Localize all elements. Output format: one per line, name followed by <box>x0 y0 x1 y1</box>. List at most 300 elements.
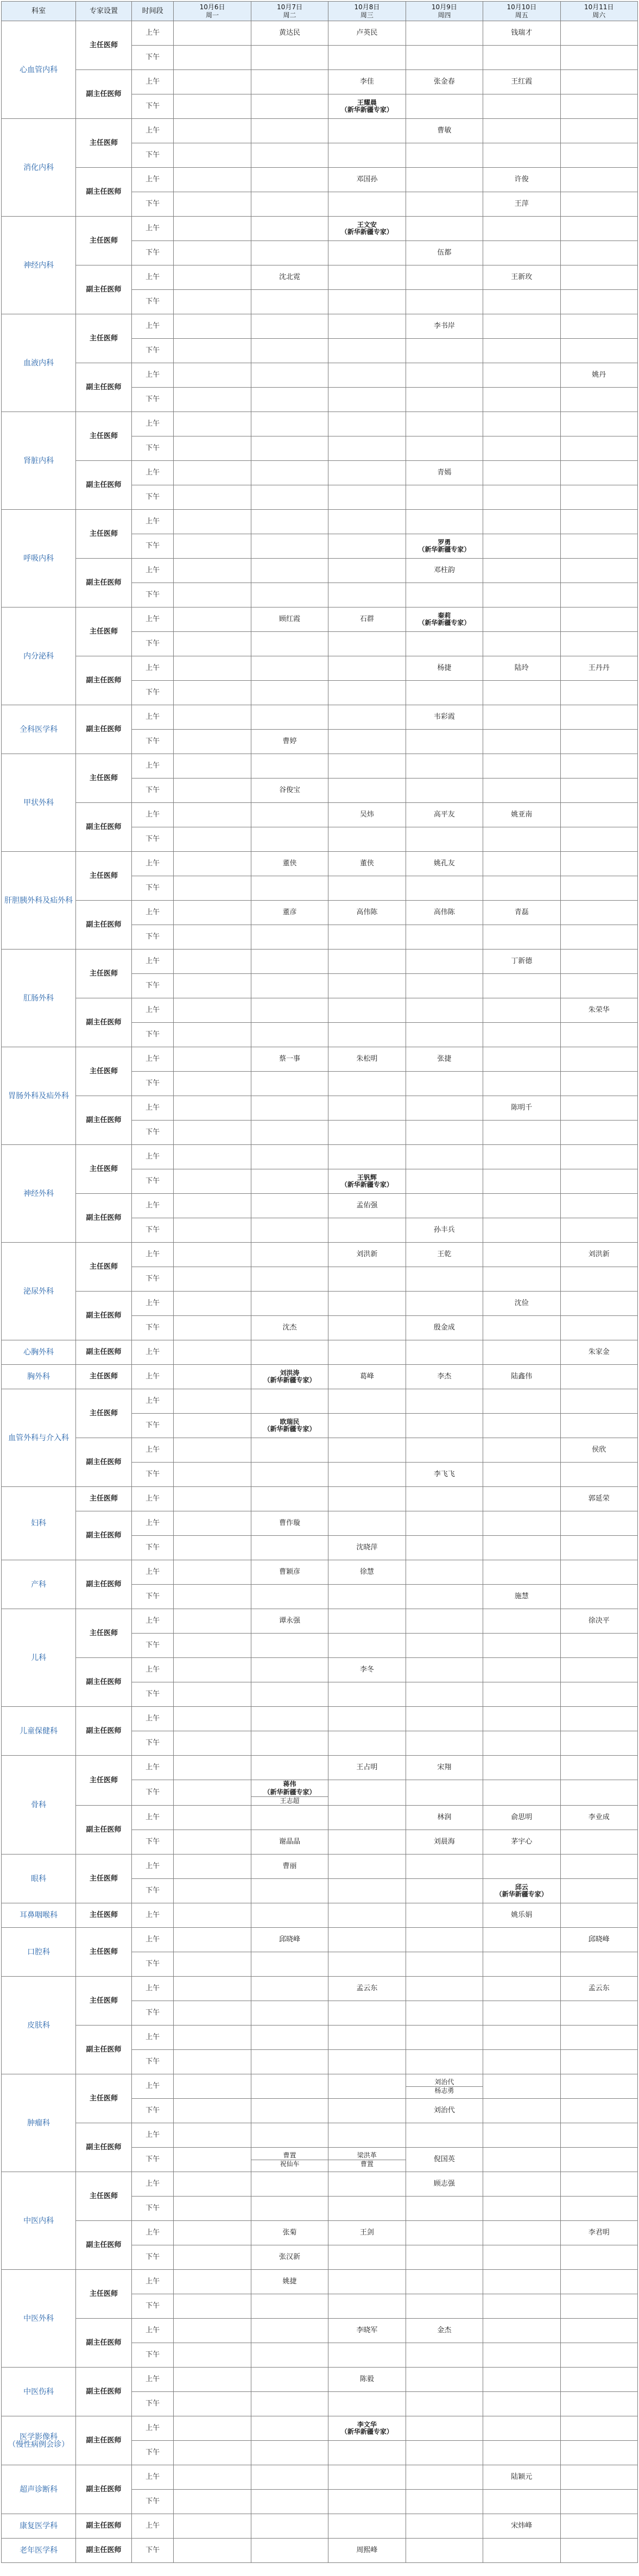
special-tag: （新华新疆专家） <box>418 619 471 626</box>
time-period: 上午 <box>131 656 174 681</box>
schedule-cell <box>483 1463 560 1487</box>
doctor-title: 主任医师 <box>76 217 132 265</box>
schedule-cell <box>406 2465 483 2490</box>
schedule-cell: 刘洪新 <box>328 1243 406 1267</box>
schedule-cell <box>560 192 637 217</box>
schedule-cell <box>560 2148 637 2172</box>
schedule-row <box>2 656 638 681</box>
schedule-cell <box>328 46 406 70</box>
schedule-cell <box>560 1536 637 1560</box>
schedule-cell <box>251 1267 328 1292</box>
schedule-cell: 高伟陈 <box>406 901 483 925</box>
schedule-cell <box>174 2392 251 2416</box>
time-period: 上午 <box>131 1340 174 1365</box>
schedule-cell <box>328 1634 406 1658</box>
schedule-cell: 卢英民 <box>328 21 406 46</box>
schedule-cell <box>328 1414 406 1438</box>
department-name: 眼科 <box>2 1855 76 1903</box>
schedule-cell <box>174 265 251 290</box>
schedule-cell <box>174 852 251 876</box>
schedule-cell <box>174 363 251 388</box>
schedule-cell <box>174 656 251 681</box>
schedule-cell: 侯欣 <box>560 1438 637 1463</box>
schedule-cell <box>483 2392 560 2416</box>
schedule-cell <box>560 143 637 168</box>
schedule-cell <box>328 1609 406 1634</box>
schedule-cell <box>406 1340 483 1365</box>
schedule-row <box>2 2123 638 2148</box>
time-period: 下午 <box>131 1121 174 1145</box>
time-period: 下午 <box>131 2490 174 2514</box>
time-period: 上午 <box>131 2172 174 2197</box>
schedule-cell <box>406 632 483 656</box>
doctor-name: 杨志勇 <box>434 2086 454 2094</box>
schedule-cell <box>174 2270 251 2294</box>
schedule-cell <box>251 632 328 656</box>
schedule-cell <box>174 2441 251 2465</box>
schedule-cell <box>406 950 483 974</box>
schedule-cell: 蔡一事 <box>251 1047 328 1072</box>
department-name: 中医外科 <box>2 2270 76 2368</box>
schedule-cell <box>328 2099 406 2123</box>
schedule-cell <box>174 436 251 461</box>
schedule-cell <box>483 559 560 583</box>
department-name: 产科 <box>2 1560 76 1609</box>
time-period: 上午 <box>131 265 174 290</box>
schedule-cell <box>560 1072 637 1096</box>
schedule-cell <box>328 925 406 950</box>
doctor-name: 王志超 <box>280 1797 300 1805</box>
schedule-cell: 孙丰兵 <box>406 1218 483 1243</box>
schedule-cell <box>174 2172 251 2197</box>
schedule-cell <box>483 339 560 363</box>
time-period: 下午 <box>131 1023 174 1047</box>
schedule-cell <box>328 1072 406 1096</box>
schedule-cell <box>251 1365 328 1389</box>
schedule-cell <box>406 779 483 803</box>
doctor-title: 主任医师 <box>76 1903 132 1928</box>
schedule-cell <box>483 2099 560 2123</box>
schedule-cell <box>174 779 251 803</box>
schedule-cell: 周熙峰 <box>328 2539 406 2563</box>
schedule-cell <box>328 436 406 461</box>
schedule-cell <box>251 168 328 192</box>
schedule-cell: 孟云东 <box>560 1977 637 2001</box>
doctor-title: 副主任医师 <box>76 1707 132 1756</box>
schedule-cell <box>483 1855 560 1879</box>
time-period: 上午 <box>131 2123 174 2148</box>
schedule-cell <box>560 461 637 485</box>
schedule-cell <box>560 1682 637 1707</box>
schedule-cell <box>406 1952 483 1977</box>
schedule-cell <box>406 2221 483 2245</box>
schedule-cell <box>483 1977 560 2001</box>
time-period: 下午 <box>131 436 174 461</box>
schedule-cell <box>483 1194 560 1218</box>
schedule-cell: 王红霞 <box>483 70 560 94</box>
schedule-cell: 谢晶晶 <box>251 1830 328 1855</box>
time-period: 下午 <box>131 974 174 998</box>
schedule-cell: 青嫣 <box>406 461 483 485</box>
schedule-cell <box>406 2245 483 2270</box>
schedule-cell <box>483 534 560 559</box>
schedule-cell <box>328 2245 406 2270</box>
schedule-cell <box>251 1438 328 1463</box>
schedule-cell <box>174 2074 251 2099</box>
time-period: 下午 <box>131 1072 174 1096</box>
time-period: 下午 <box>131 290 174 314</box>
schedule-cell <box>251 2319 328 2343</box>
schedule-cell <box>406 1511 483 1536</box>
schedule-cell <box>483 852 560 876</box>
time-period: 下午 <box>131 2294 174 2319</box>
schedule-cell <box>174 1487 251 1511</box>
time-period: 下午 <box>131 632 174 656</box>
schedule-cell <box>560 607 637 632</box>
schedule-cell <box>174 1536 251 1560</box>
schedule-cell <box>406 1780 483 1806</box>
schedule-cell <box>251 2001 328 2026</box>
schedule-cell <box>483 1218 560 1243</box>
schedule-cell <box>174 2221 251 2245</box>
schedule-cell <box>406 730 483 754</box>
schedule-cell <box>174 1780 251 1806</box>
doctor-name: 王钒辉 <box>357 1174 377 1181</box>
time-period: 下午 <box>131 925 174 950</box>
doctor-title: 副主任医师 <box>76 2319 132 2368</box>
schedule-cell <box>406 1977 483 2001</box>
schedule-cell <box>174 1292 251 1316</box>
schedule-row <box>2 2172 638 2197</box>
schedule-cell <box>406 21 483 46</box>
schedule-cell <box>251 192 328 217</box>
schedule-cell <box>406 485 483 510</box>
schedule-row <box>2 119 638 143</box>
schedule-cell <box>174 2026 251 2050</box>
schedule-cell <box>328 2001 406 2026</box>
schedule-cell <box>251 1145 328 1169</box>
schedule-cell <box>174 1977 251 2001</box>
header-day: 10月11日 周六 <box>560 2 637 21</box>
schedule-cell <box>483 1438 560 1463</box>
doctor-title: 副主任医师 <box>76 461 132 510</box>
schedule-cell <box>483 2319 560 2343</box>
time-period: 上午 <box>131 70 174 94</box>
schedule-cell <box>560 1267 637 1292</box>
schedule-cell <box>483 1634 560 1658</box>
schedule-cell <box>560 1194 637 1218</box>
schedule-cell <box>560 2074 637 2099</box>
department-name: 儿科 <box>2 1609 76 1707</box>
schedule-row <box>2 412 638 436</box>
schedule-cell <box>560 1855 637 1879</box>
schedule-cell <box>328 2197 406 2221</box>
time-period: 上午 <box>131 1096 174 1121</box>
schedule-cell <box>328 1682 406 1707</box>
schedule-row <box>2 21 638 46</box>
schedule-cell <box>174 1194 251 1218</box>
time-period: 上午 <box>131 705 174 730</box>
schedule-cell <box>483 1560 560 1585</box>
schedule-cell <box>406 1121 483 1145</box>
schedule-cell <box>251 2026 328 2050</box>
time-period: 上午 <box>131 2368 174 2392</box>
schedule-cell <box>328 2050 406 2074</box>
schedule-cell <box>174 1316 251 1340</box>
schedule-cell <box>560 2319 637 2343</box>
time-period: 上午 <box>131 1658 174 1682</box>
schedule-cell <box>560 2294 637 2319</box>
schedule-cell <box>251 94 328 119</box>
schedule-cell <box>251 2099 328 2123</box>
schedule-cell <box>174 1145 251 1169</box>
schedule-cell <box>483 1879 560 1903</box>
doctor-title: 主任医师 <box>76 1047 132 1096</box>
schedule-cell <box>406 1536 483 1560</box>
schedule-cell <box>328 94 406 119</box>
schedule-row <box>2 803 638 827</box>
schedule-cell <box>483 925 560 950</box>
doctor-title: 主任医师 <box>76 412 132 461</box>
schedule-row <box>2 314 638 339</box>
doctor-title: 副主任医师 <box>76 559 132 607</box>
department-name: 全科医学科 <box>2 705 76 754</box>
time-period: 上午 <box>131 1047 174 1072</box>
schedule-cell: 张菊 <box>251 2221 328 2245</box>
schedule-cell <box>328 1121 406 1145</box>
schedule-cell <box>560 1511 637 1536</box>
schedule-cell <box>328 583 406 607</box>
time-period: 下午 <box>131 143 174 168</box>
time-period: 上午 <box>131 607 174 632</box>
special-tag: （新华新疆专家） <box>340 1181 393 1188</box>
schedule-cell <box>560 559 637 583</box>
schedule-cell <box>251 1243 328 1267</box>
schedule-cell <box>560 2392 637 2416</box>
schedule-cell <box>483 1511 560 1536</box>
schedule-row <box>2 265 638 290</box>
schedule-cell <box>251 1389 328 1414</box>
schedule-cell <box>406 1682 483 1707</box>
schedule-cell <box>251 2416 328 2441</box>
time-period: 上午 <box>131 1389 174 1414</box>
schedule-cell <box>251 119 328 143</box>
schedule-cell <box>406 1096 483 1121</box>
schedule-cell <box>251 339 328 363</box>
schedule-cell <box>483 2172 560 2197</box>
schedule-cell <box>251 2148 328 2172</box>
schedule-cell <box>483 143 560 168</box>
schedule-cell <box>483 1121 560 1145</box>
time-period: 下午 <box>131 2148 174 2172</box>
schedule-cell <box>251 2465 328 2490</box>
schedule-cell <box>174 290 251 314</box>
doctor-title: 副主任医师 <box>76 656 132 705</box>
schedule-cell <box>328 950 406 974</box>
schedule-cell <box>483 730 560 754</box>
time-period: 上午 <box>131 803 174 827</box>
schedule-cell <box>251 363 328 388</box>
schedule-cell <box>174 1365 251 1389</box>
schedule-row <box>2 2270 638 2294</box>
schedule-row <box>2 1365 638 1389</box>
schedule-row <box>2 607 638 632</box>
header-day: 10月10日 周五 <box>483 2 560 21</box>
schedule-cell <box>560 1560 637 1585</box>
schedule-cell <box>328 632 406 656</box>
schedule-cell <box>328 2270 406 2294</box>
schedule-cell: 李佳 <box>328 70 406 94</box>
time-period: 下午 <box>131 1879 174 1903</box>
schedule-cell <box>251 241 328 265</box>
schedule-cell <box>560 217 637 241</box>
schedule-cell <box>560 2197 637 2221</box>
schedule-cell <box>174 1879 251 1903</box>
doctor-title: 主任医师 <box>76 754 132 803</box>
schedule-cell <box>328 2416 406 2441</box>
schedule-cell <box>174 2465 251 2490</box>
schedule-cell <box>174 2123 251 2148</box>
schedule-cell <box>174 143 251 168</box>
schedule-cell <box>483 217 560 241</box>
schedule-cell <box>174 559 251 583</box>
doctor-title: 主任医师 <box>76 1609 132 1658</box>
schedule-cell <box>560 1634 637 1658</box>
time-period: 上午 <box>131 1560 174 1585</box>
schedule-cell <box>560 1316 637 1340</box>
department-name: 老年医学科 <box>2 2539 76 2563</box>
schedule-cell <box>251 2172 328 2197</box>
time-period: 下午 <box>131 1267 174 1292</box>
doctor-title: 副主任医师 <box>76 1438 132 1487</box>
department-name: 泌尿外科 <box>2 1243 76 1340</box>
schedule-cell <box>251 827 328 852</box>
schedule-cell <box>328 681 406 705</box>
schedule-cell <box>328 1145 406 1169</box>
schedule-cell <box>251 1879 328 1903</box>
doctor-title: 副主任医师 <box>76 803 132 852</box>
schedule-cell <box>560 46 637 70</box>
schedule-cell: 宋炜峰 <box>483 2514 560 2539</box>
schedule-cell: 郭延荣 <box>560 1487 637 1511</box>
department-name: 康复医学科 <box>2 2514 76 2539</box>
doctor-title: 副主任医师 <box>76 1560 132 1609</box>
schedule-cell <box>174 21 251 46</box>
doctor-title: 主任医师 <box>76 1389 132 1438</box>
schedule-cell <box>251 290 328 314</box>
time-period: 下午 <box>131 1634 174 1658</box>
schedule-cell <box>328 2074 406 2099</box>
schedule-cell <box>174 2514 251 2539</box>
schedule-cell <box>560 1047 637 1072</box>
doctor-title: 副主任医师 <box>76 2221 132 2270</box>
time-period: 上午 <box>131 461 174 485</box>
schedule-cell <box>174 925 251 950</box>
schedule-cell <box>560 1096 637 1121</box>
schedule-cell <box>174 998 251 1023</box>
department-name: 胃肠外科及疝外科 <box>2 1047 76 1145</box>
schedule-cell <box>328 2441 406 2465</box>
schedule-cell: 杨捷 <box>406 656 483 681</box>
schedule-cell <box>328 119 406 143</box>
schedule-cell <box>406 974 483 998</box>
schedule-cell <box>560 290 637 314</box>
schedule-cell: 王丹丹 <box>560 656 637 681</box>
schedule-cell <box>560 2099 637 2123</box>
schedule-cell: 姚捷 <box>251 2270 328 2294</box>
schedule-row <box>2 2416 638 2441</box>
schedule-cell <box>560 168 637 192</box>
special-tag: （新华新疆专家） <box>263 1788 316 1796</box>
schedule-cell: 朱荣华 <box>560 998 637 1023</box>
schedule-row <box>2 950 638 974</box>
time-period: 上午 <box>131 1977 174 2001</box>
schedule-cell <box>328 290 406 314</box>
schedule-cell <box>251 559 328 583</box>
schedule-cell <box>560 901 637 925</box>
time-period: 上午 <box>131 2221 174 2245</box>
schedule-cell: 青磊 <box>483 901 560 925</box>
schedule-cell <box>406 2197 483 2221</box>
time-period: 上午 <box>131 1609 174 1634</box>
doctor-title: 副主任医师 <box>76 1340 132 1365</box>
doctor-name: 罗勇 <box>438 539 451 546</box>
department-name: 妇科 <box>2 1487 76 1560</box>
special-tag: （新华新疆专家） <box>263 1376 316 1384</box>
header-day: 10月7日 周二 <box>251 2 328 21</box>
time-period: 下午 <box>131 94 174 119</box>
doctor-name: 欧瑞民 <box>280 1418 300 1426</box>
schedule-cell: 李冬 <box>328 1658 406 1682</box>
schedule-cell <box>406 1658 483 1682</box>
schedule-cell <box>328 217 406 241</box>
schedule-cell <box>251 2197 328 2221</box>
doctor-title: 副主任医师 <box>76 1096 132 1145</box>
schedule-row <box>2 1609 638 1634</box>
doctor-title: 主任医师 <box>76 1243 132 1292</box>
schedule-cell <box>328 1340 406 1365</box>
schedule-cell <box>483 779 560 803</box>
schedule-row <box>2 705 638 730</box>
schedule-cell <box>406 1145 483 1169</box>
schedule-cell <box>406 1585 483 1609</box>
schedule-cell <box>483 2441 560 2465</box>
schedule-cell <box>560 852 637 876</box>
schedule-cell <box>560 1756 637 1780</box>
schedule-cell <box>483 1267 560 1292</box>
schedule-cell <box>174 168 251 192</box>
schedule-row <box>2 217 638 241</box>
schedule-cell <box>328 1389 406 1414</box>
schedule-cell <box>251 2368 328 2392</box>
schedule-cell <box>406 1169 483 1194</box>
schedule-cell <box>406 1267 483 1292</box>
schedule-cell <box>251 70 328 94</box>
time-period: 上午 <box>131 1928 174 1952</box>
schedule-cell <box>328 974 406 998</box>
schedule-cell <box>560 730 637 754</box>
schedule-cell <box>406 754 483 779</box>
schedule-cell <box>328 1952 406 1977</box>
schedule-cell: 宋翔 <box>406 1756 483 1780</box>
department-name: 消化内科 <box>2 119 76 217</box>
schedule-cell <box>406 1634 483 1658</box>
schedule-cell <box>483 94 560 119</box>
schedule-cell <box>174 1243 251 1267</box>
time-period: 上午 <box>131 2465 174 2490</box>
department-name: 超声诊断科 <box>2 2465 76 2514</box>
schedule-row <box>2 1806 638 1830</box>
